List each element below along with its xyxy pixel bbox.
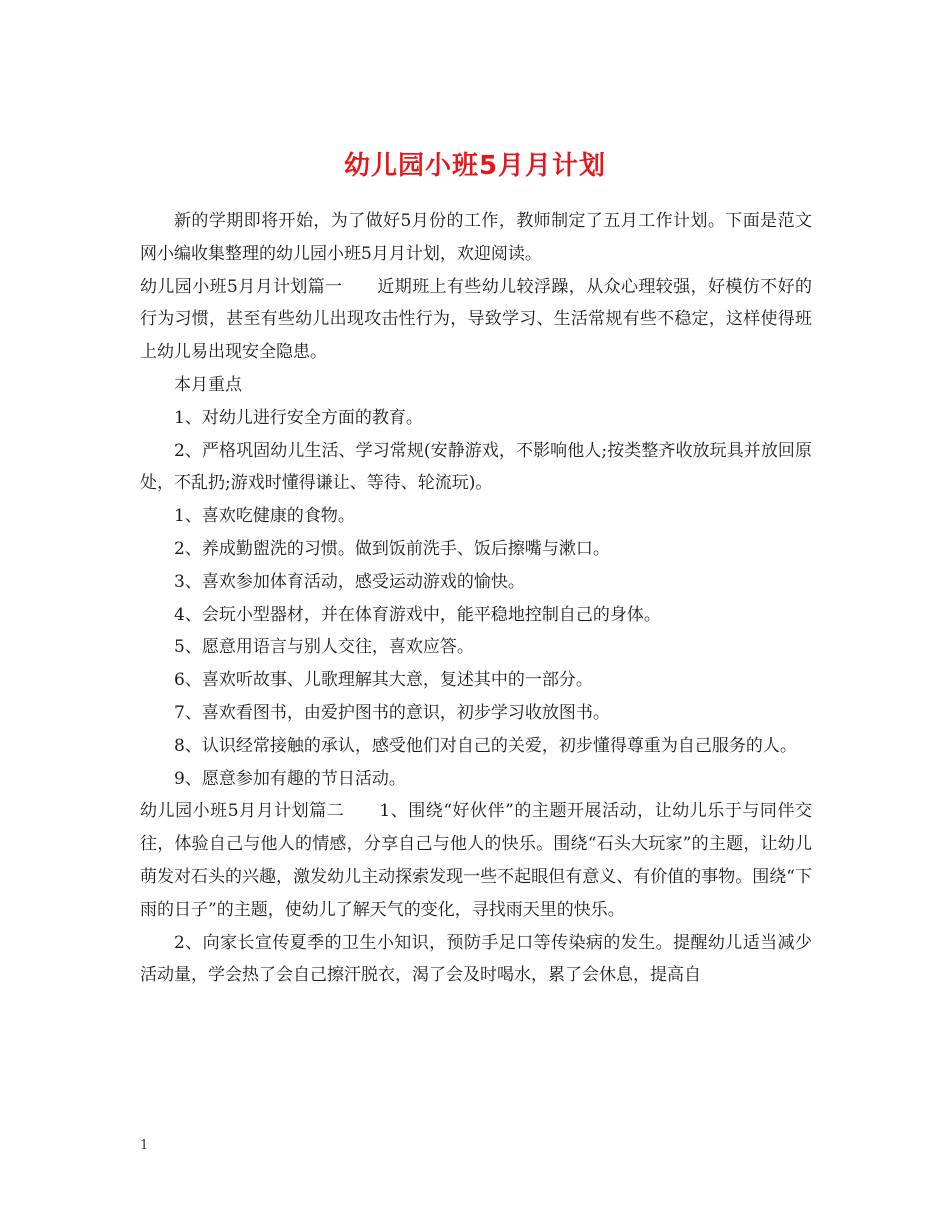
list-item: 5、愿意用语言与别人交往，喜欢应答。 <box>174 637 474 658</box>
list-item: 3、喜欢参加体育活动，感受运动游戏的愉快。 <box>174 571 525 592</box>
list-item: 2、养成勤盥洗的习惯。做到饭前洗手、饭后擦嘴与漱口。 <box>174 538 610 559</box>
list-item: 8、认识经常接触的承认，感受他们对自己的关爱，初步懂得尊重为自己服务的人。 <box>174 735 797 756</box>
page-number: 1 <box>140 1138 149 1153</box>
list-item: 6、喜欢听故事、儿歌理解其大意，复述其中的一部分。 <box>174 670 593 691</box>
list-item: 2、严格巩固幼儿生活、学习常规(安静游戏，不影响他人;按类整齐收放玩具并放回原处，不乱扔;游戏时懂得谦让、等待、轮流玩)。 <box>140 440 812 494</box>
list-item: 1、对幼儿进行安全方面的教育。 <box>174 407 423 428</box>
list-item: 1、喜欢吃健康的食物。 <box>174 506 355 527</box>
paragraph: 幼儿园小班5月月计划篇二 1、围绕“好伙伴”的主题开展活动，让幼儿乐于与同伴交往，体验自己与他人的情感，分享自己与他人的快乐。围绕“石头大玩家”的主题，让幼儿萌发对石头的兴趣，激发幼儿主动探索发现一些不起眼但有意义、有价值的事物。围绕“下雨的日子”的主题，使幼儿了解天气的变化，寻找雨天里的快乐。 <box>140 801 812 920</box>
paragraph: 2、向家长宣传夏季的卫生小知识，预防手足口等传染病的发生。提醒幼儿适当减少活动量，学会热了会自己擦汗脱衣，渴了会及时喝水，累了会休息，提高自 <box>140 932 812 986</box>
document-body <box>140 205 812 992</box>
paragraph: 幼儿园小班5月月计划篇一 近期班上有些幼儿较浮躁，从众心理较强，好模仿不好的行为习惯，甚至有些幼儿出现攻击性行为，导致学习、生活常规有些不稳定，这样使得班上幼儿易出现安全隐患。 <box>140 276 812 363</box>
section-heading: 本月重点 <box>174 374 242 395</box>
paragraph: 新的学期即将开始，为了做好5月份的工作，教师制定了五月工作计划。下面是范文网小编收集整理的幼儿园小班5月月计划，欢迎阅读。 <box>140 211 812 264</box>
page-title: 幼儿园小班5月月计划 <box>343 151 607 182</box>
list-item: 9、愿意参加有趣的节日活动。 <box>174 768 406 789</box>
list-item: 7、喜欢看图书，由爱护图书的意识，初步学习收放图书。 <box>174 702 610 723</box>
list-item: 4、会玩小型器材，并在体育游戏中，能平稳地控制自己的身体。 <box>174 604 661 625</box>
